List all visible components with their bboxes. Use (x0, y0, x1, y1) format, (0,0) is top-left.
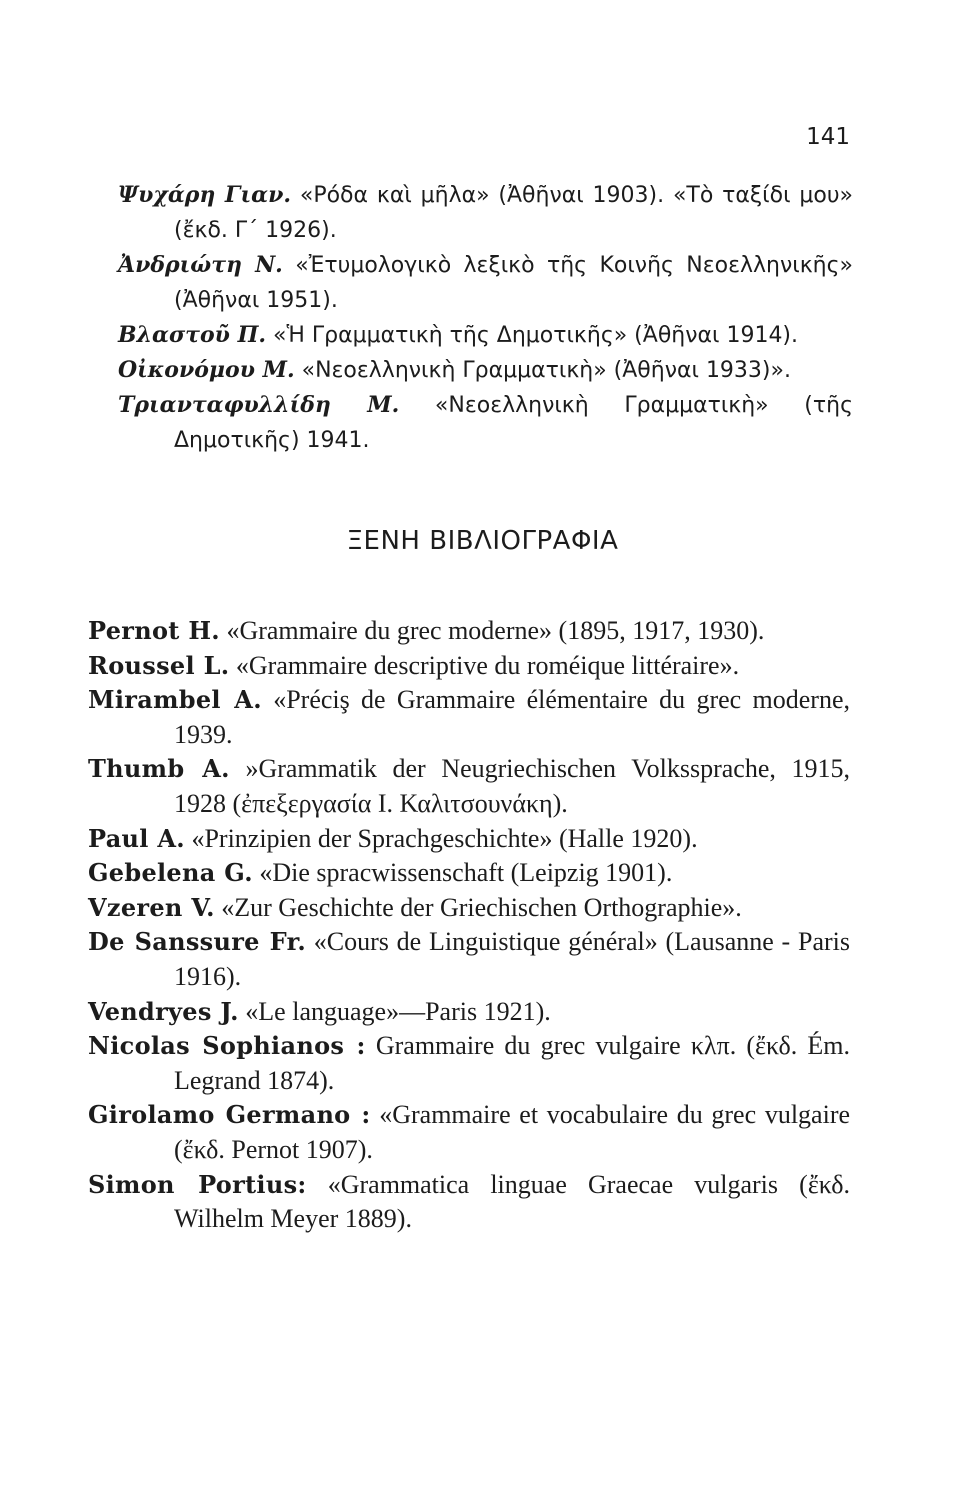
entry-text: «Grammatica linguae Graecae vulgaris (ἔκδ. Wilhelm Meyer 1889). (174, 1169, 851, 1234)
entry-text: «Cours de Linguistique général» (Lausanne - Paris 1916). (174, 927, 850, 991)
entry-author: Gebelena G. (88, 858, 253, 888)
entry-text: «Zur Geschichte der Griechischen Orthographie». (221, 892, 742, 922)
bibliography-entry (88, 649, 850, 684)
bibliography-entry (88, 1168, 850, 1237)
entry-author: Pernot H. (88, 616, 220, 645)
bibliography-entry (118, 248, 853, 318)
bibliography-entry (118, 353, 853, 388)
entry-author: Paul A. (88, 823, 185, 853)
entry-author: Vzeren V. (88, 892, 215, 922)
bibliography-entry (88, 995, 850, 1030)
entry-text: «Grammaire du grec moderne» (1895, 1917, 1930). (226, 616, 765, 645)
entry-text: «Ἐτυμολογικὸ λεξικὸ τῆς Κοινῆς Νεοελληνικῆς» (Ἀθῆναι 1951). (174, 253, 853, 313)
entry-text: Grammaire du grec vulgaire κλπ. (ἔκδ. Ém. Legrand 1874). (174, 1031, 850, 1095)
entry-author: Vendryes J. (88, 996, 239, 1026)
entry-author: Mirambel A. (88, 685, 262, 715)
bibliography-entry (88, 925, 850, 994)
entry-text: «Νεοελληνικὴ Γραμματικὴ» (Ἀθῆναι 1933)». (301, 358, 791, 383)
bibliography-entry (118, 318, 853, 353)
entry-text: »Grammatik der Neugriechischen Volkssprache, 1915, 1928 (ἐπεξεργασία Ι. Καλιτσουνάκη). (174, 754, 850, 818)
entry-author: Ψυχάρη Γιαν. (118, 182, 292, 208)
page-number: 141 (806, 124, 850, 150)
foreign-bibliography-heading: ΞΕΝΗ ΒΙΒΛΙΟΓΡΑΦΙΑ (346, 526, 619, 556)
bibliography-entry (118, 178, 853, 248)
bibliography-entry (88, 891, 850, 926)
entry-text: «Ρόδα καὶ μῆλα» (Ἀθῆναι 1903). «Τὸ ταξίδι μου» (ἔκδ. Γ´ 1926). (174, 183, 854, 243)
entry-text: «Νεοελληνικὴ Γραμματικὴ» (τῆς Δημοτικῆς) 1941. (174, 393, 853, 453)
entry-author: Οἰκονόμου Μ. (118, 357, 295, 383)
entry-author: Τριανταφυλλίδη Μ. (118, 392, 400, 418)
entry-text: «Ἡ Γραμματικὴ τῆς Δημοτικῆς» (Ἀθῆναι 1914). (273, 323, 799, 348)
entry-author: Βλαστοῦ Π. (118, 322, 267, 348)
bibliography-entry (88, 1029, 850, 1098)
entry-author: Simon Portius: (88, 1169, 307, 1199)
bibliography-entry (88, 822, 850, 857)
bibliography-entry (88, 752, 850, 821)
entry-text: «Die spracwissenschaft (Leipzig 1901). (259, 858, 673, 888)
entry-text: «Prinzipien der Sprachgeschichte» (Halle 1920). (191, 823, 698, 853)
greek-bibliography (118, 178, 853, 458)
bibliography-entry (88, 856, 850, 891)
entry-author: Girolamo Germano : (88, 1100, 371, 1130)
bibliography-entry (88, 614, 850, 649)
entry-author: De Sanssure Fr. (88, 927, 306, 957)
entry-text: «Grammaire et vocabulaire du grec vulgaire (ἔκδ. Pernot 1907). (174, 1100, 851, 1164)
foreign-bibliography (88, 614, 850, 1237)
entry-author: Roussel L. (88, 650, 230, 680)
entry-author: Ἀνδριώτη Ν. (118, 252, 283, 278)
entry-author: Nicolas Sophianos : (88, 1031, 366, 1061)
bibliography-entry (118, 388, 853, 458)
bibliography-entry (88, 683, 850, 752)
entry-text: «Préciş de Grammaire élémentaire du grec moderne, 1939. (174, 685, 850, 749)
bibliography-entry (88, 1098, 850, 1167)
entry-text: «Grammaire descriptive du roméique littéraire». (235, 650, 740, 680)
entry-author: Thumb A. (88, 754, 230, 784)
entry-text: «Le language»—Paris 1921). (245, 996, 551, 1026)
